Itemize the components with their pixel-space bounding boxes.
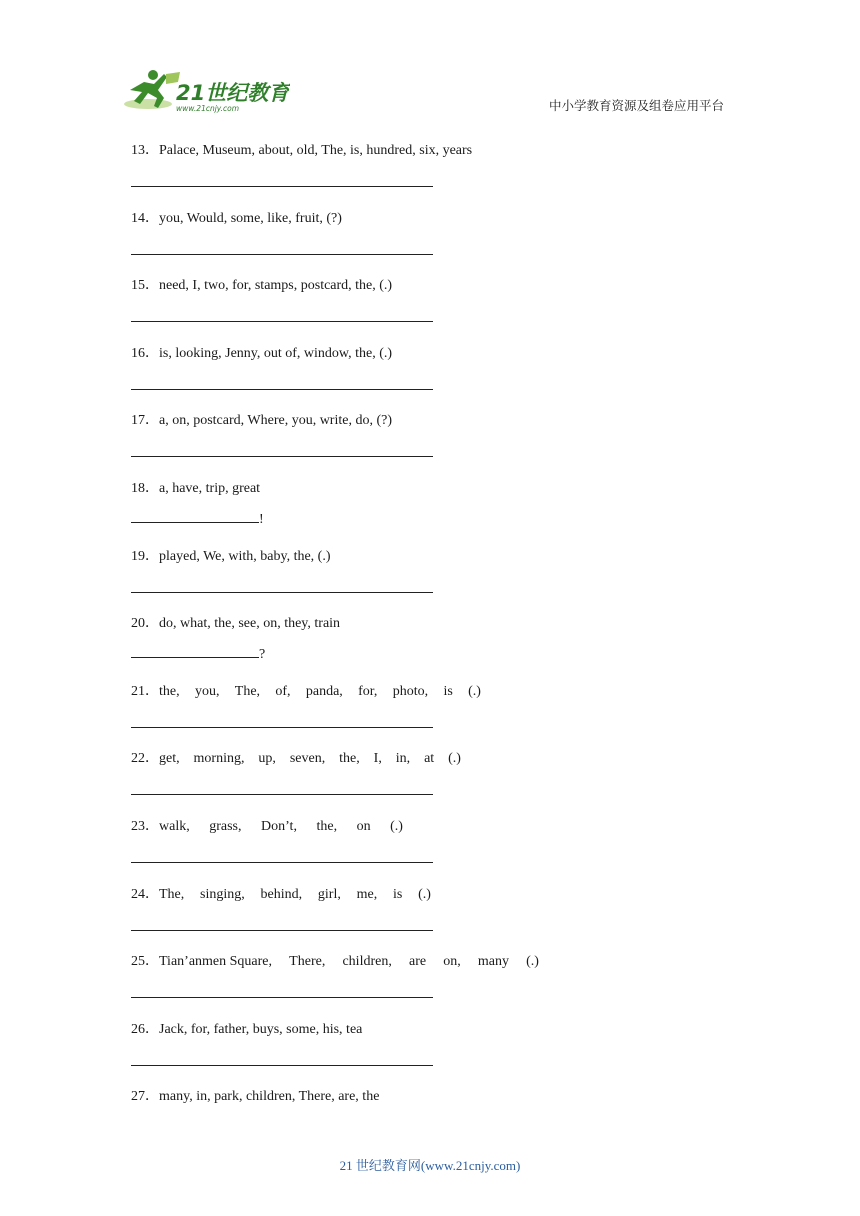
answer-line[interactable] (131, 930, 433, 931)
logo-url: www.21cnjy.com (176, 104, 240, 113)
word-token: girl, (317, 886, 341, 902)
word-token: many (477, 954, 509, 970)
runner-logo-icon (120, 68, 290, 114)
word-token: is (393, 886, 403, 902)
word-token: (.) (418, 886, 431, 902)
word-token: for, (358, 683, 378, 699)
blank-line (131, 645, 259, 658)
question-number: 26． (131, 1021, 159, 1037)
word-token: (.) (390, 819, 403, 834)
question-words (159, 346, 392, 361)
word-token: on (356, 819, 371, 834)
question-words (159, 549, 331, 564)
answer-line[interactable] (131, 389, 433, 390)
question-words (159, 616, 340, 631)
word-token: do, what, the, see, on, they, train (159, 616, 341, 632)
word-token: seven, (289, 751, 326, 767)
question-number: 22． (131, 751, 159, 767)
word-token: photo, (392, 683, 429, 699)
word-token: behind, (260, 886, 303, 902)
word-token: There, (289, 954, 326, 970)
question-number: 15． (131, 278, 159, 294)
question-number: 21． (131, 683, 159, 699)
word-token: a, have, trip, great (159, 481, 261, 496)
question-number: 17． (131, 413, 159, 429)
question-words (159, 278, 392, 293)
answer-blank[interactable] (131, 645, 265, 663)
answer-end-punctuation: ! (259, 512, 264, 527)
question-20 (131, 612, 340, 632)
word-token: Tian’anmen Square, (159, 954, 273, 970)
answer-line[interactable] (131, 997, 433, 998)
question-17 (131, 409, 392, 429)
word-token: you, Would, some, like, fruit, (?) (159, 210, 342, 226)
answer-line[interactable] (131, 1065, 433, 1066)
question-words (159, 1022, 362, 1037)
question-words (159, 481, 260, 496)
word-token: you, (194, 683, 220, 699)
word-token: at (424, 751, 435, 767)
question-words (159, 413, 392, 428)
answer-line[interactable] (131, 321, 433, 322)
word-token: the, (316, 819, 338, 834)
word-token: Don’t, (261, 819, 297, 834)
question-words (159, 211, 342, 226)
word-token: children, (342, 954, 392, 970)
word-token: played, We, with, baby, the, (.) (159, 548, 331, 564)
question-25 (131, 950, 539, 970)
question-16 (131, 342, 392, 362)
word-token: Palace, Museum, about, old, The, is, hundred, six, years (159, 143, 473, 158)
question-number: 27． (131, 1089, 159, 1105)
question-23 (131, 815, 403, 835)
word-token: a, on, postcard, Where, you, write, do, (?) (159, 413, 392, 429)
question-number: 13． (131, 143, 159, 158)
word-token: is, looking, Jenny, out of, window, the, (.) (159, 345, 393, 361)
logo (120, 68, 290, 114)
question-number: 23． (131, 819, 159, 834)
word-token: of, (275, 683, 291, 699)
question-words (159, 954, 539, 970)
question-number: 20． (131, 616, 159, 632)
question-number: 14． (131, 210, 159, 226)
question-number: 16． (131, 345, 159, 361)
question-words (159, 1089, 379, 1104)
word-token: up, (258, 751, 276, 767)
question-26 (131, 1018, 362, 1038)
question-24 (131, 883, 431, 903)
word-token: on, (443, 954, 461, 970)
question-words (159, 751, 461, 767)
question-number: 19． (131, 548, 159, 564)
footer-text: 21 世纪教育网(www.21cnjy.com) (339, 1158, 521, 1173)
question-19 (131, 545, 331, 565)
word-token: Jack, for, father, buys, some, his, tea (159, 1021, 363, 1037)
word-token: panda, (305, 683, 343, 699)
logo-text: 21世纪教育 (176, 81, 290, 105)
question-words (159, 684, 481, 700)
question-21 (131, 680, 481, 700)
question-13 (131, 139, 472, 159)
answer-line[interactable] (131, 254, 433, 255)
answer-line[interactable] (131, 456, 433, 457)
word-token: me, (356, 886, 378, 902)
answer-line[interactable] (131, 592, 433, 593)
question-number: 18． (131, 481, 159, 496)
word-token: the, (159, 683, 180, 699)
question-18 (131, 477, 260, 497)
question-words (159, 143, 472, 158)
question-words (159, 887, 431, 903)
word-token: The, (234, 683, 261, 699)
answer-line[interactable] (131, 862, 433, 863)
word-token: is (443, 683, 453, 699)
word-token: get, (159, 751, 180, 767)
word-token: in, (395, 751, 411, 767)
word-token: are (408, 954, 427, 970)
word-token: morning, (193, 751, 245, 767)
answer-blank[interactable] (131, 510, 264, 528)
question-15 (131, 274, 392, 294)
answer-end-punctuation: ? (259, 647, 266, 663)
word-token: grass, (209, 819, 242, 834)
question-22 (131, 747, 461, 767)
question-14 (131, 207, 342, 227)
platform-title: 中小学教育资源及组卷应用平台 (549, 98, 725, 113)
word-token: (.) (526, 954, 539, 970)
word-token: many, in, park, children, There, are, the (159, 1089, 380, 1105)
word-token: need, I, two, for, stamps, postcard, the, (.) (159, 278, 393, 294)
question-words (159, 819, 403, 835)
blank-line (131, 510, 259, 523)
answer-line[interactable] (131, 186, 433, 187)
word-token: I, (373, 751, 382, 767)
word-token: (.) (448, 751, 461, 767)
answer-line[interactable] (131, 794, 433, 795)
word-token: (.) (468, 683, 481, 699)
question-27 (131, 1085, 379, 1105)
answer-line[interactable] (131, 727, 433, 728)
question-number: 25． (131, 954, 159, 970)
word-token: The, (159, 886, 185, 902)
word-token: singing, (200, 886, 245, 902)
question-number: 24． (131, 886, 159, 902)
word-token: the, (339, 751, 360, 767)
word-token: walk, (159, 819, 190, 834)
